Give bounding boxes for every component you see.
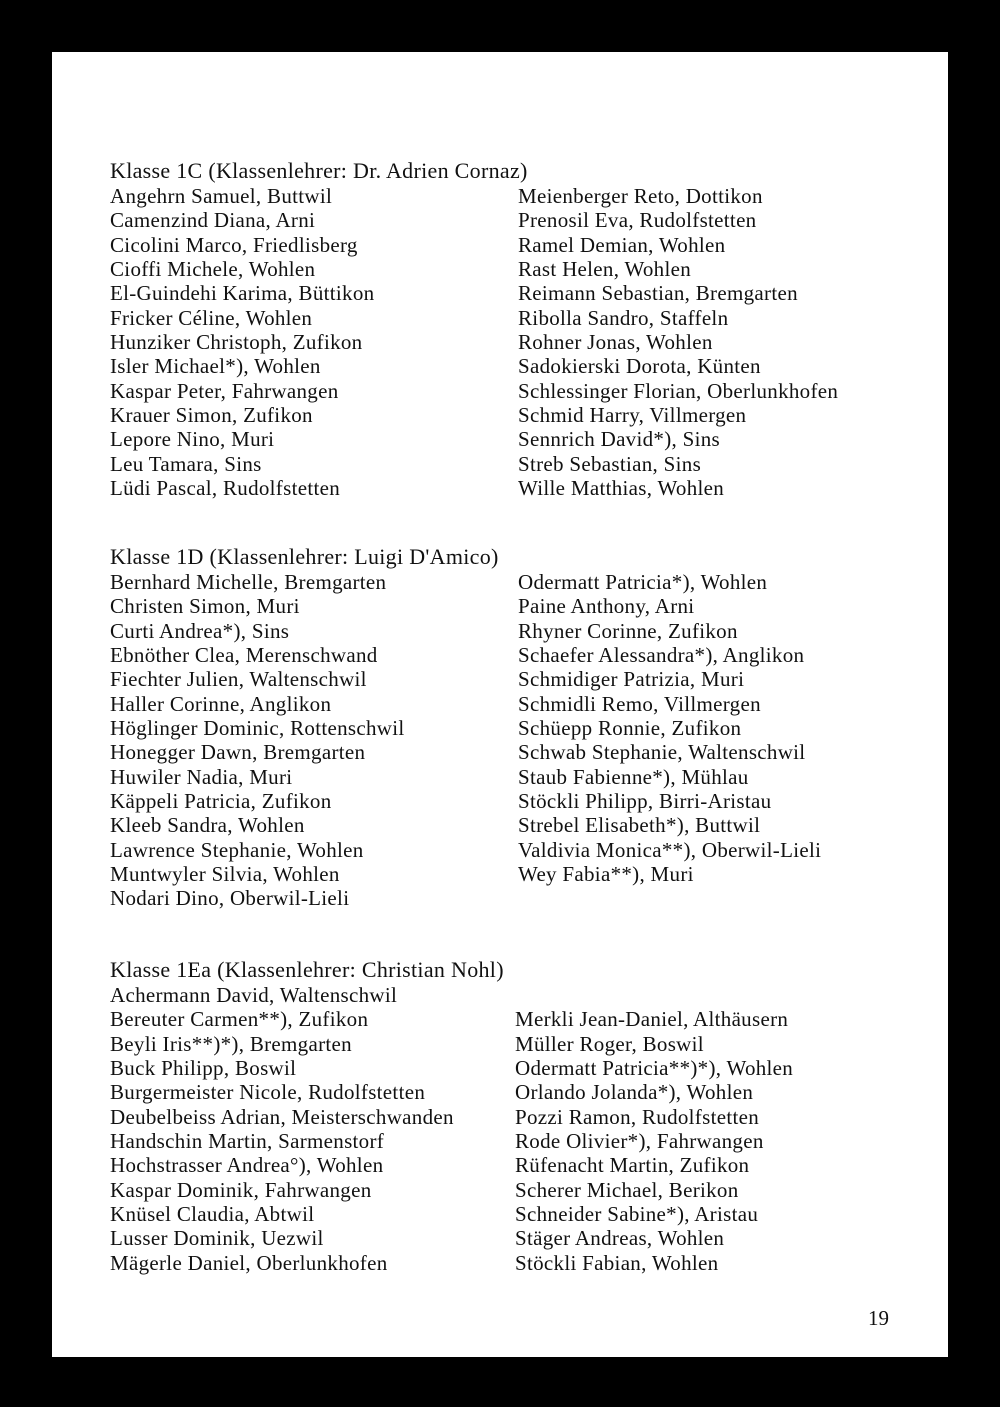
section-heading: Klasse 1Ea (Klassenlehrer: Christian Nohl)	[110, 957, 504, 982]
student-entry: Ebnöther Clea, Merenschwand	[110, 643, 378, 668]
student-entry: Hochstrasser Andrea°), Wohlen	[110, 1153, 384, 1178]
student-entry: Lüdi Pascal, Rudolfstetten	[110, 476, 341, 501]
student-entry: Nodari Dino, Oberwil-Lieli	[110, 886, 350, 911]
student-entry: Kleeb Sandra, Wohlen	[110, 813, 305, 838]
section-klasse-1c	[110, 158, 839, 501]
student-entry: Sennrich David*), Sins	[518, 427, 720, 452]
student-entry: Knüsel Claudia, Abtwil	[110, 1202, 315, 1227]
right-column	[518, 570, 821, 886]
student-entry: Schwab Stephanie, Waltenschwil	[518, 740, 806, 765]
student-entry: Curti Andrea*), Sins	[110, 618, 290, 643]
student-entry: Lusser Dominik, Uezwil	[110, 1226, 324, 1251]
student-entry: Krauer Simon, Zufikon	[110, 403, 313, 428]
student-entry: Achermann David, Waltenschwil	[110, 983, 398, 1007]
student-entry: Christen Simon, Muri	[110, 594, 300, 619]
student-entry: Beyli Iris**)*), Bremgarten	[110, 1031, 352, 1056]
student-entry: Huwiler Nadia, Muri	[110, 764, 293, 789]
student-entry: Lawrence Stephanie, Wohlen	[110, 837, 364, 862]
student-entry: Stäger Andreas, Wohlen	[515, 1226, 725, 1251]
student-entry: Schmidiger Patrizia, Muri	[518, 667, 745, 692]
student-entry: Meienberger Reto, Dottikon	[518, 184, 763, 208]
student-entry: Stöckli Philipp, Birri-Aristau	[518, 789, 772, 814]
section-klasse-1d	[110, 544, 822, 911]
student-entry: Rode Olivier*), Fahrwangen	[515, 1129, 764, 1154]
student-entry: Sadokierski Dorota, Künten	[518, 354, 761, 379]
student-entry: Pozzi Ramon, Rudolfstetten	[515, 1104, 760, 1129]
student-entry: Schmid Harry, Villmergen	[518, 403, 747, 428]
student-entry: Rohner Jonas, Wohlen	[518, 330, 713, 355]
student-entry: Honegger Dawn, Bremgarten	[110, 740, 366, 765]
student-entry: Valdivia Monica**), Oberwil-Lieli	[518, 837, 822, 862]
student-entry: Buck Philipp, Boswil	[110, 1056, 297, 1081]
student-entry: Käppeli Patricia, Zufikon	[110, 789, 332, 814]
student-entry: Cioffi Michele, Wohlen	[110, 257, 316, 282]
student-entry: Staub Fabienne*), Mühlau	[518, 764, 749, 789]
student-entry: Kaspar Dominik, Fahrwangen	[110, 1177, 372, 1202]
student-entry: Lepore Nino, Muri	[110, 427, 275, 452]
student-entry: Wey Fabia**), Muri	[518, 862, 694, 887]
student-entry: Scherer Michael, Berikon	[515, 1177, 739, 1202]
student-entry: Bernhard Michelle, Bremgarten	[110, 570, 387, 594]
student-entry: Paine Anthony, Arni	[518, 594, 695, 619]
student-entry: Ribolla Sandro, Staffeln	[518, 305, 729, 330]
section-heading: Klasse 1C (Klassenlehrer: Dr. Adrien Cornaz)	[110, 158, 528, 183]
student-entry: El-Guindehi Karima, Büttikon	[110, 281, 375, 306]
section-heading: Klasse 1D (Klassenlehrer: Luigi D'Amico)	[110, 544, 499, 569]
student-entry: Camenzind Diana, Arni	[110, 208, 316, 233]
student-entry: Burgermeister Nicole, Rudolfstetten	[110, 1080, 426, 1105]
right-column	[518, 184, 838, 500]
student-entry: Leu Tamara, Sins	[110, 451, 262, 476]
student-entry: Handschin Martin, Sarmenstorf	[110, 1129, 385, 1154]
student-entry: Stöckli Fabian, Wohlen	[515, 1250, 719, 1275]
student-entry: Prenosil Eva, Rudolfstetten	[518, 208, 757, 233]
student-entry: Schaefer Alessandra*), Anglikon	[518, 643, 805, 668]
student-entry: Angehrn Samuel, Buttwil	[110, 184, 333, 208]
student-entry: Haller Corinne, Anglikon	[110, 691, 332, 716]
student-entry: Mägerle Daniel, Oberlunkhofen	[110, 1250, 388, 1275]
student-entry: Orlando Jolanda*), Wohlen	[515, 1080, 754, 1105]
left-column	[110, 983, 454, 1275]
student-entry: Schneider Sabine*), Aristau	[515, 1202, 759, 1227]
student-entry: Deubelbeiss Adrian, Meisterschwanden	[110, 1104, 454, 1129]
student-entry: Isler Michael*), Wohlen	[110, 354, 321, 379]
student-entry: Fricker Céline, Wohlen	[110, 305, 313, 330]
section-klasse-1ea	[110, 957, 794, 1275]
student-entry: Rhyner Corinne, Zufikon	[518, 618, 738, 643]
student-entry: Höglinger Dominic, Rottenschwil	[110, 716, 405, 741]
student-entry: Fiechter Julien, Waltenschwil	[110, 667, 367, 692]
student-entry: Muntwyler Silvia, Wohlen	[110, 862, 340, 887]
student-entry: Merkli Jean-Daniel, Althäusern	[515, 1007, 789, 1032]
student-entry: Hunziker Christoph, Zufikon	[110, 330, 363, 355]
student-entry: Streb Sebastian, Sins	[518, 451, 702, 476]
page-number: 19	[868, 1306, 889, 1330]
student-entry: Rüfenacht Martin, Zufikon	[515, 1153, 750, 1178]
student-entry: Odermatt Patricia**)*), Wohlen	[515, 1056, 794, 1081]
student-entry: Reimann Sebastian, Bremgarten	[518, 281, 798, 306]
student-entry: Odermatt Patricia*), Wohlen	[518, 570, 768, 594]
student-entry: Bereuter Carmen**), Zufikon	[110, 1007, 369, 1032]
student-entry: Kaspar Peter, Fahrwangen	[110, 378, 339, 403]
document-page	[52, 52, 948, 1357]
student-entry: Müller Roger, Boswil	[515, 1031, 704, 1056]
left-column	[110, 570, 405, 911]
right-column	[515, 1007, 793, 1275]
left-column	[110, 184, 374, 500]
student-entry: Schüepp Ronnie, Zufikon	[518, 716, 742, 741]
student-entry: Schmidli Remo, Villmergen	[518, 691, 761, 716]
student-entry: Wille Matthias, Wohlen	[518, 476, 725, 501]
student-entry: Rast Helen, Wohlen	[518, 257, 692, 282]
student-entry: Ramel Demian, Wohlen	[518, 232, 726, 257]
student-entry: Schlessinger Florian, Oberlunkhofen	[518, 378, 839, 403]
student-entry: Cicolini Marco, Friedlisberg	[110, 232, 358, 257]
student-entry: Strebel Elisabeth*), Buttwil	[518, 813, 761, 838]
